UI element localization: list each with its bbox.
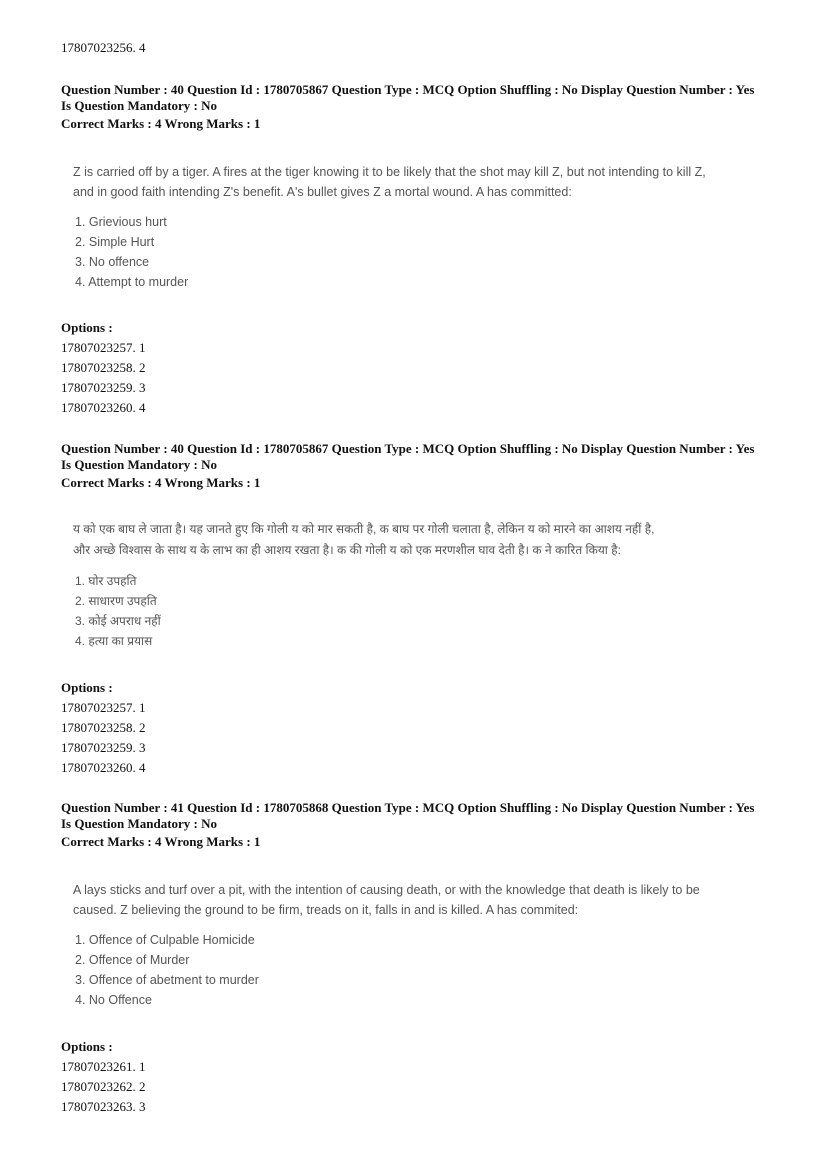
answer-choice: 3. कोई अपराध नहीं — [75, 614, 161, 628]
question-stem-line: caused. Z believing the ground to be firm, treads on it, falls in and is killed. A has commited: — [73, 903, 579, 917]
option-line: 17807023261. 1 — [61, 1059, 146, 1074]
option-line: 17807023258. 2 — [61, 720, 146, 735]
question-body — [73, 880, 773, 1010]
answer-choice: 4. हत्या का प्रयास — [75, 634, 153, 648]
question-meta: Question Number : 40 Question Id : 1780705867 Question Type : MCQ Option Shuffling : No Display Question Number : Yes — [61, 441, 755, 456]
option-line: 17807023260. 4 — [61, 400, 146, 415]
answer-choice: 3. Offence of abetment to murder — [75, 973, 259, 987]
question-stem-line: Z is carried off by a tiger. A fires at the tiger knowing it to be likely that the shot may kill Z, but not intending to kill Z, — [73, 165, 706, 179]
question-mandatory: Is Question Mandatory : No — [61, 816, 218, 831]
question-meta: Question Number : 41 Question Id : 1780705868 Question Type : MCQ Option Shuffling : No Display Question Number : Yes — [61, 800, 755, 815]
answer-choices — [73, 930, 773, 1010]
answer-choice: 1. Grievious hurt — [75, 215, 167, 229]
answer-choices — [73, 571, 773, 651]
option-line: 17807023262. 2 — [61, 1079, 146, 1094]
question-body — [73, 519, 773, 651]
answer-choice: 2. Simple Hurt — [75, 235, 155, 249]
question-stem-line: य को एक बाघ ले जाता है। यह जानते हुए कि गोली य को मार सकती है, क बाघ पर गोली चलाता है, लेकिन य को मारने का आशय नहीं है, — [73, 522, 655, 536]
option-line: 17807023259. 3 — [61, 740, 146, 755]
question-mandatory: Is Question Mandatory : No — [61, 457, 218, 472]
answer-choice: 2. Offence of Murder — [75, 953, 190, 967]
question-marks: Correct Marks : 4 Wrong Marks : 1 — [61, 116, 261, 131]
question-stem-line: and in good faith intending Z's benefit. A's bullet gives Z a mortal wound. A has committed: — [73, 185, 572, 199]
question-header — [61, 441, 781, 491]
options-label: Options : — [61, 320, 113, 335]
answer-choices — [73, 212, 773, 292]
option-line: 17807023259. 3 — [61, 380, 146, 395]
option-line: 17807023258. 2 — [61, 360, 146, 375]
question-marks: Correct Marks : 4 Wrong Marks : 1 — [61, 475, 261, 490]
answer-choice: 3. No offence — [75, 255, 150, 269]
question-header — [61, 82, 781, 132]
options-label: Options : — [61, 680, 113, 695]
options-list — [61, 678, 146, 778]
question-stem-line: A lays sticks and turf over a pit, with the intention of causing death, or with the knowledge that death is likely to be — [73, 883, 700, 897]
answer-choice: 4. Attempt to murder — [75, 275, 189, 289]
option-line: 17807023263. 3 — [61, 1099, 146, 1114]
options-list — [61, 318, 146, 418]
options-list — [61, 1037, 146, 1117]
question-stem-line: और अच्छे विश्वास के साथ य के लाभ का ही आशय रखता है। क की गोली य को एक मरणशील घाव देती है। क ने कारित किया है: — [73, 543, 621, 557]
answer-choice: 2. साधारण उपहति — [75, 594, 157, 608]
question-mandatory: Is Question Mandatory : No — [61, 98, 218, 113]
question-body — [73, 162, 773, 292]
question-meta: Question Number : 40 Question Id : 1780705867 Question Type : MCQ Option Shuffling : No Display Question Number : Yes — [61, 82, 755, 97]
option-line: 17807023257. 1 — [61, 700, 146, 715]
option-line: 17807023260. 4 — [61, 760, 146, 775]
answer-choice: 1. Offence of Culpable Homicide — [75, 933, 255, 947]
option-line: 17807023256. 4 — [61, 40, 146, 55]
answer-choice: 4. No Offence — [75, 993, 152, 1007]
option-line: 17807023257. 1 — [61, 340, 146, 355]
question-marks: Correct Marks : 4 Wrong Marks : 1 — [61, 834, 261, 849]
options-label: Options : — [61, 1039, 113, 1054]
answer-choice: 1. घोर उपहति — [75, 574, 137, 588]
question-header — [61, 800, 781, 850]
